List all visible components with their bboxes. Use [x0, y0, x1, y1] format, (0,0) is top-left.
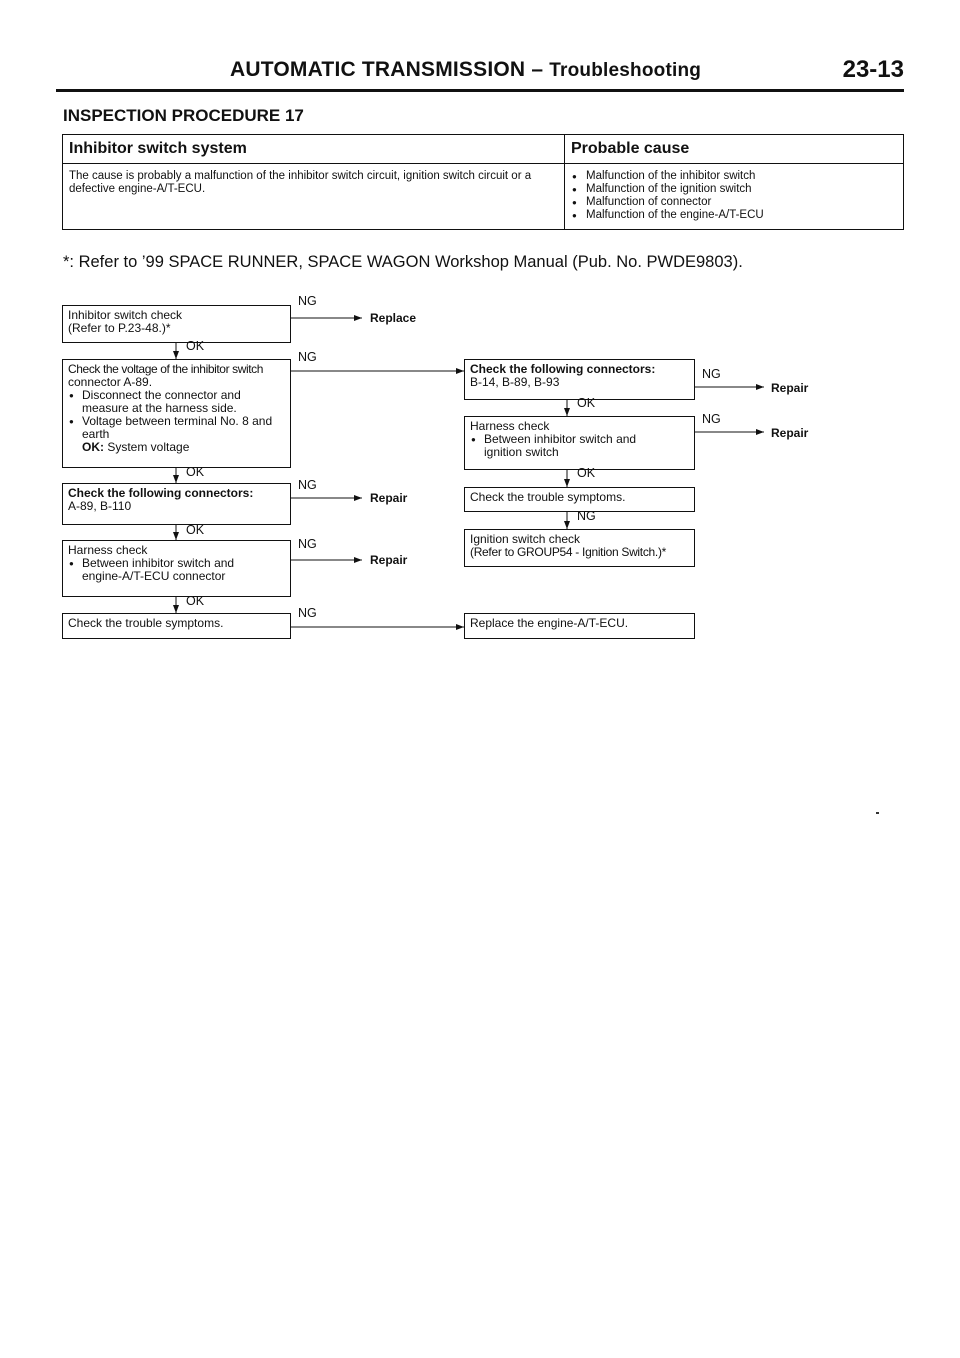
- step-bullet: ● Between inhibitor switch and: [470, 433, 689, 446]
- step-text: ignition switch: [484, 445, 559, 459]
- table-header-probable-cause: Probable cause: [571, 140, 690, 157]
- step-check-connectors-right: [464, 359, 695, 400]
- ok-condition-label: OK:: [82, 440, 104, 454]
- ng-label: NG: [298, 350, 317, 364]
- step-text: Inhibitor switch check: [68, 308, 183, 322]
- ok-label: OK: [186, 339, 205, 353]
- ng-label: NG: [577, 509, 596, 523]
- cause-item: ● Malfunction of the engine-A/T-ECU: [569, 209, 899, 222]
- step-text: A-89, B-110: [68, 499, 132, 513]
- step-text: connector A-89.: [68, 375, 153, 389]
- ng-label: NG: [298, 294, 317, 308]
- step-ok-condition: [68, 441, 285, 454]
- step-text: earth: [82, 427, 110, 441]
- table-cause-description: The cause is probably a malfunction of the inhibitor switch circuit, ignition switch circuit or a defective engine-A/T-ECU.: [69, 170, 532, 195]
- step-harness-check-ecu: [62, 540, 291, 597]
- section-title: AUTOMATIC TRANSMISSION: [230, 58, 526, 81]
- step-text: Check the trouble symptoms.: [68, 616, 224, 630]
- ok-label: OK: [577, 466, 596, 480]
- step-check-voltage: [62, 359, 291, 468]
- ok-label: OK: [186, 523, 205, 537]
- ng-label: NG: [298, 478, 317, 492]
- step-replace-ecu: [464, 613, 695, 639]
- step-text: Harness check: [470, 419, 550, 433]
- step-check-trouble-symptoms-left: [62, 613, 291, 639]
- step-bullet: ● Between inhibitor switch and: [68, 557, 285, 570]
- step-title: Check the following connectors:: [470, 362, 656, 376]
- ok-condition-value: System voltage: [107, 440, 190, 454]
- step-text: measure at the harness side.: [82, 401, 237, 415]
- stray-mark: [876, 812, 879, 814]
- step-inhibitor-switch-check: [62, 305, 291, 343]
- step-text: Ignition switch check: [470, 532, 581, 546]
- page-number: 23-13: [842, 56, 904, 83]
- result-replace: Replace: [370, 311, 417, 325]
- result-repair: Repair: [771, 381, 809, 395]
- cause-item: ● Malfunction of the ignition switch: [569, 183, 899, 196]
- ng-label: NG: [702, 412, 721, 426]
- step-ignition-switch-check: [464, 529, 695, 567]
- result-repair: Repair: [370, 553, 408, 567]
- footnote: *: Refer to ’99 SPACE RUNNER, SPACE WAGON Workshop Manual (Pub. No. PWDE9803).: [63, 253, 743, 271]
- step-text: Replace the engine-A/T-ECU.: [470, 616, 629, 630]
- step-harness-check-ignition: [464, 416, 695, 470]
- ok-label: OK: [186, 465, 205, 479]
- ng-label: NG: [298, 537, 317, 551]
- step-text: engine-A/T-ECU connector: [82, 569, 226, 583]
- ng-label: NG: [298, 606, 317, 620]
- title-dash: –: [525, 58, 550, 81]
- table-header-system: Inhibitor switch system: [69, 140, 247, 157]
- step-check-connectors-left: [62, 483, 291, 525]
- ng-label: NG: [702, 367, 721, 381]
- step-bullet: ● Voltage between terminal No. 8 and: [68, 415, 285, 428]
- step-text: Check the trouble symptoms.: [470, 490, 626, 504]
- step-title: Check the voltage of the inhibitor switch: [68, 362, 264, 376]
- procedure-title: INSPECTION PROCEDURE 17: [63, 106, 304, 125]
- result-repair: Repair: [771, 426, 809, 440]
- cause-item: ● Malfunction of connector: [569, 196, 899, 209]
- step-text: Harness check: [68, 543, 148, 557]
- step-text: (Refer to GROUP54 - Ignition Switch.)*: [470, 545, 667, 559]
- step-text: B-14, B-89, B-93: [470, 375, 560, 389]
- step-bullet: ● Disconnect the connector and: [68, 389, 285, 402]
- step-text: (Refer to P.23-48.)*: [68, 321, 171, 335]
- cause-item: ● Malfunction of the inhibitor switch: [569, 170, 899, 183]
- result-repair: Repair: [370, 491, 408, 505]
- ok-label: OK: [577, 396, 596, 410]
- section-subtitle: Troubleshooting: [549, 60, 702, 81]
- ok-label: OK: [186, 594, 205, 608]
- step-title: Check the following connectors:: [68, 486, 254, 500]
